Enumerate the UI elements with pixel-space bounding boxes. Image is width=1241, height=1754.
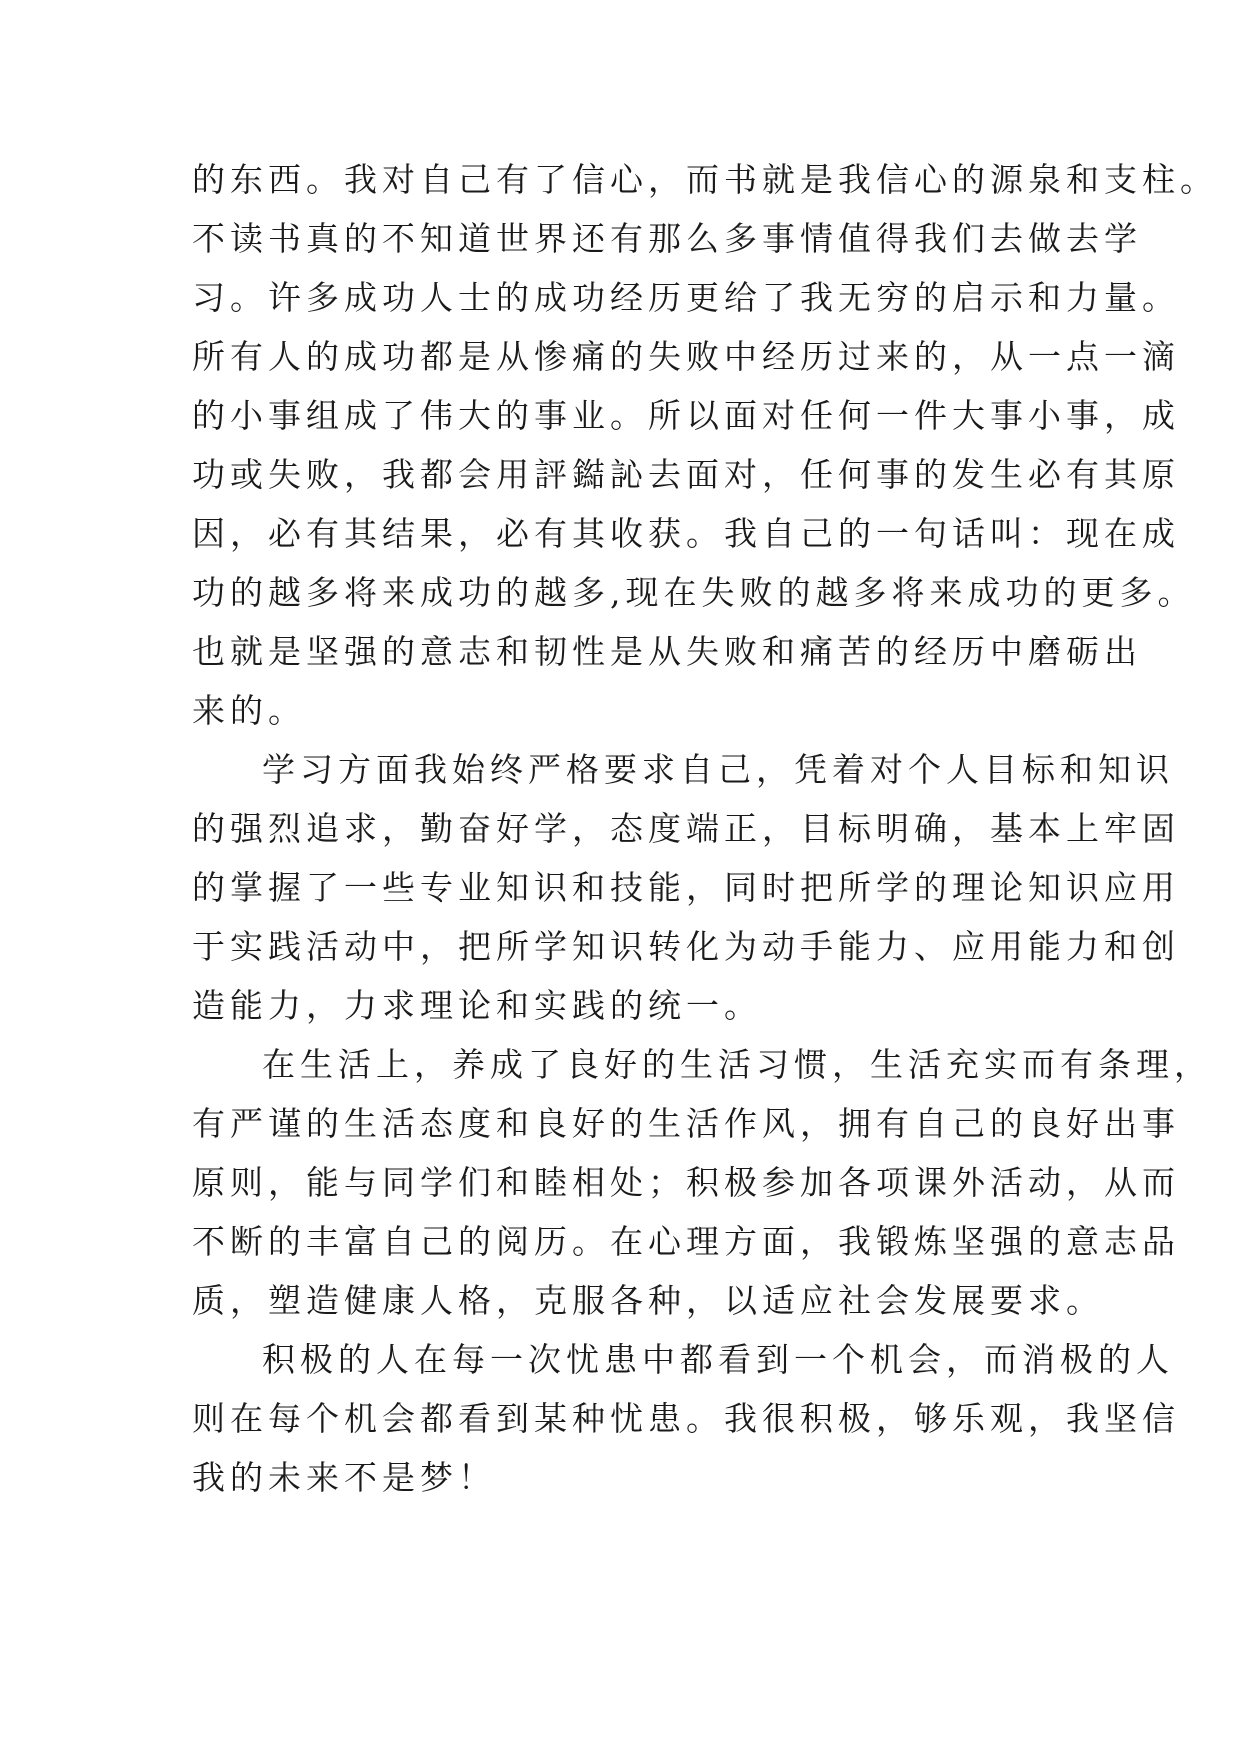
text-line: 有严谨的生活态度和良好的生活作风，拥有自己的良好出事 [192,1104,1180,1143]
paragraph-start-line: 学习方面我始终严格要求自己，凭着对个人目标和知识 [262,750,1174,789]
text-line: 不断的丰富自己的阅历。在心理方面，我锻炼坚强的意志品 [192,1222,1180,1261]
text-line: 也就是坚强的意志和韧性是从失败和痛苦的经历中磨砺出 [192,632,1142,671]
text-line: 的强烈追求，勤奋好学，态度端正，目标明确，基本上牢固 [192,809,1180,848]
text-line: 造能力，力求理论和实践的统一。 [192,986,762,1025]
text-line: 因，必有其结果，必有其收获。我自己的一句话叫：现在成 [192,514,1180,553]
text-line: 所有人的成功都是从惨痛的失败中经历过来的，从一点一滴 [192,337,1180,376]
text-line: 功或失败，我都会用評鐑訫去面对，任何事的发生必有其原 [192,455,1180,494]
text-line: 则在每个机会都看到某种忧患。我很积极，够乐观，我坚信 [192,1399,1180,1438]
paragraph-start-line: 在生活上，养成了良好的生活习惯，生活充实而有条理， [262,1045,1212,1084]
text-line: 不读书真的不知道世界还有那么多事情值得我们去做去学 [192,219,1142,258]
text-line: 的掌握了一些专业知识和技能，同时把所学的理论知识应用 [192,868,1180,907]
text-line: 我的未来不是梦！ [192,1458,496,1497]
paragraph-start-line: 积极的人在每一次忧患中都看到一个机会，而消极的人 [262,1340,1174,1379]
document-body [192,150,1218,1507]
text-line: 于实践活动中，把所学知识转化为动手能力、应用能力和创 [192,927,1180,966]
text-line: 原则，能与同学们和睦相处；积极参加各项课外活动，从而 [192,1163,1180,1202]
text-line: 来的。 [192,691,306,730]
text-line: 的小事组成了伟大的事业。所以面对任何一件大事小事，成 [192,396,1180,435]
text-line: 的东西。我对自己有了信心，而书就是我信心的源泉和支柱。 [192,160,1218,199]
text-line: 功的越多将来成功的越多,现在失败的越多将来成功的更多。 [192,573,1196,612]
text-line: 习。许多成功人士的成功经历更给了我无穷的启示和力量。 [192,278,1180,317]
text-line: 质，塑造健康人格，克服各种，以适应社会发展要求。 [192,1281,1104,1320]
